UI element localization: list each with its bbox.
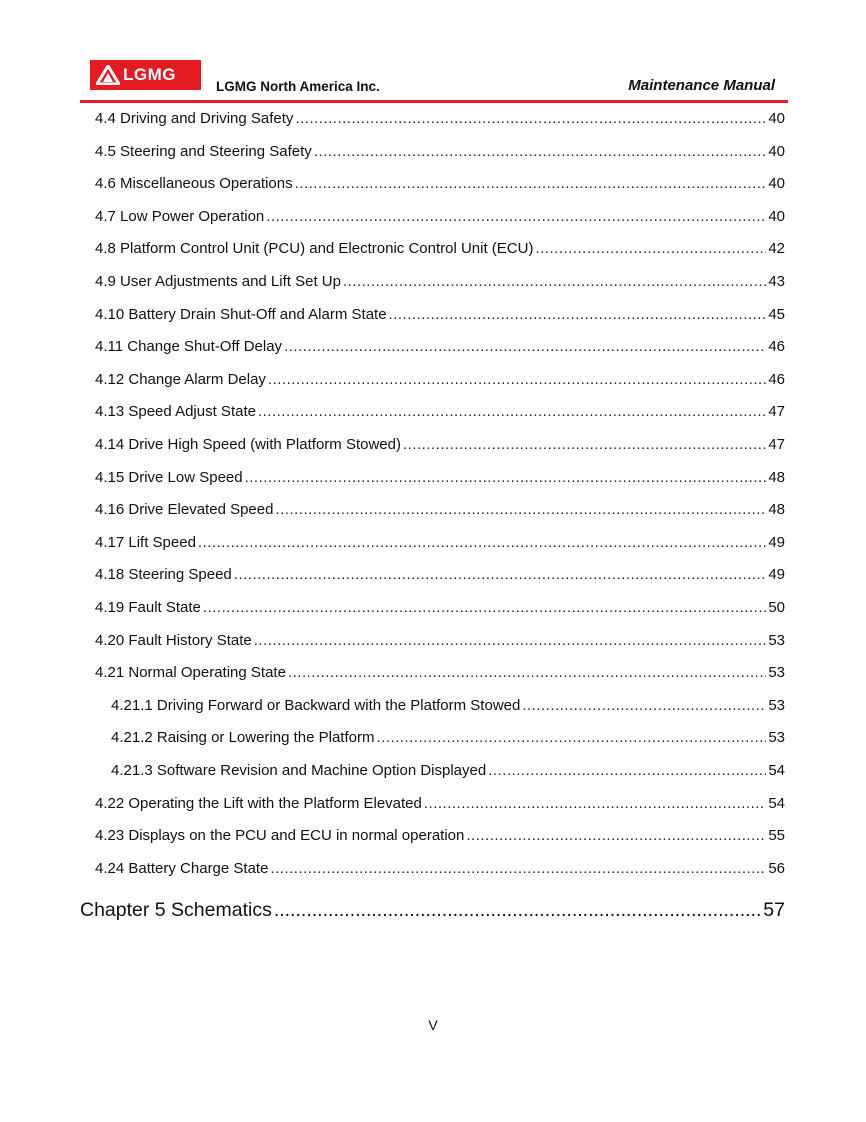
toc-entry-title: 4.10 Battery Drain Shut-Off and Alarm State xyxy=(95,305,387,323)
toc-entry[interactable] xyxy=(95,631,785,651)
toc-entry[interactable] xyxy=(95,174,785,194)
dot-leader xyxy=(258,402,766,422)
toc-entry-page: 43 xyxy=(768,273,785,290)
toc-entry[interactable] xyxy=(95,500,785,520)
toc-entry-page: 48 xyxy=(768,468,785,486)
toc-entry-page: 40 xyxy=(768,110,785,127)
toc-entry-title: 4.14 Drive High Speed (with Platform Stowed) xyxy=(95,436,401,453)
toc-entry-title: 4.17 Lift Speed xyxy=(95,533,196,551)
dot-leader xyxy=(266,207,766,227)
dot-leader xyxy=(284,337,766,357)
toc-entry[interactable] xyxy=(95,468,785,488)
dot-leader xyxy=(343,272,766,292)
toc-entry[interactable] xyxy=(95,370,785,390)
toc-entry-page: 47 xyxy=(768,436,785,453)
toc-entry[interactable] xyxy=(95,402,785,422)
toc-entry-title: 4.21.2 Raising or Lowering the Platform xyxy=(111,729,375,747)
toc-entry-title: 4.11 Change Shut-Off Delay xyxy=(95,338,283,356)
dot-leader xyxy=(270,859,766,879)
dot-leader xyxy=(295,174,767,194)
toc-entry[interactable] xyxy=(95,663,785,683)
toc-entry-title: 4.5 Steering and Steering Safety xyxy=(95,142,312,160)
toc-entry-page: 53 xyxy=(768,631,785,649)
toc-entry-title: 4.22 Operating the Lift with the Platform Elevated xyxy=(95,794,422,812)
toc-entry-title: 4.21 Normal Operating State xyxy=(95,664,286,682)
dot-leader xyxy=(268,370,766,390)
toc-entry-title: 4.21.3 Software Revision and Machine Option Displayed xyxy=(111,762,487,779)
toc-entry-title: 4.19 Fault State xyxy=(95,599,201,616)
toc-entry-title: 4.16 Drive Elevated Speed xyxy=(95,501,274,519)
header-divider xyxy=(80,100,788,103)
dot-leader xyxy=(288,663,766,683)
dot-leader xyxy=(389,305,767,325)
toc-entry-page: 54 xyxy=(768,794,785,812)
toc-entry[interactable] xyxy=(95,337,785,357)
toc-entry-page: 49 xyxy=(768,533,785,551)
dot-leader xyxy=(274,897,761,923)
toc-entry[interactable] xyxy=(95,565,785,585)
triangle-logo-icon xyxy=(96,65,120,85)
dot-leader xyxy=(424,794,766,814)
toc-entry[interactable] xyxy=(111,761,785,781)
toc-entry-page: 48 xyxy=(768,501,785,519)
toc-entry[interactable] xyxy=(95,142,785,162)
toc-entry-page: 53 xyxy=(768,729,785,747)
lgmg-logo xyxy=(90,60,201,90)
dot-leader xyxy=(466,826,766,846)
dot-leader xyxy=(535,239,766,259)
logo-text: LGMG xyxy=(123,65,176,84)
toc-entry-title: 4.13 Speed Adjust State xyxy=(95,403,256,421)
toc-entry-page: 56 xyxy=(768,859,785,877)
toc-entry-title: 4.23 Displays on the PCU and ECU in normal operation xyxy=(95,827,465,845)
dot-leader xyxy=(488,761,766,781)
toc-entry-page: 54 xyxy=(768,762,785,779)
toc-entry-title: 4.4 Driving and Driving Safety xyxy=(95,110,294,127)
toc-entry[interactable] xyxy=(95,207,785,227)
toc-entry-title: 4.6 Miscellaneous Operations xyxy=(95,175,293,193)
page-header xyxy=(0,0,866,110)
toc-entry-page: 49 xyxy=(768,566,785,584)
toc-entry-page: 50 xyxy=(768,599,785,616)
toc-entry-page: 40 xyxy=(768,207,785,225)
toc-entry-title: 4.8 Platform Control Unit (PCU) and Electronic Control Unit (ECU) xyxy=(95,240,534,258)
toc-entry-title: 4.12 Change Alarm Delay xyxy=(95,370,266,388)
toc-entry-title: 4.18 Steering Speed xyxy=(95,566,232,584)
dot-leader xyxy=(203,598,766,618)
toc-entry[interactable] xyxy=(95,435,785,455)
chapter-page: 57 xyxy=(763,899,785,921)
toc-entry-page: 40 xyxy=(768,175,785,193)
toc-entry-page: 55 xyxy=(768,827,785,845)
dot-leader xyxy=(198,533,766,553)
toc-entry-page: 46 xyxy=(768,338,785,356)
toc-entry[interactable] xyxy=(95,598,785,618)
toc-entry-page: 46 xyxy=(768,370,785,388)
toc-entry[interactable] xyxy=(111,696,785,716)
toc-entry-title: 4.24 Battery Charge State xyxy=(95,859,269,877)
company-name: LGMG North America Inc. xyxy=(216,79,380,94)
toc-entry[interactable] xyxy=(111,728,785,748)
toc-entry-title: 4.21.1 Driving Forward or Backward with the Platform Stowed xyxy=(111,696,521,714)
toc-entry-page: 53 xyxy=(768,696,785,714)
toc-entry-title: 4.15 Drive Low Speed xyxy=(95,468,243,486)
dot-leader xyxy=(376,728,766,748)
page-number: V xyxy=(428,1017,438,1033)
toc-entry-page: 40 xyxy=(768,142,785,160)
toc-entry-page: 47 xyxy=(768,403,785,421)
dot-leader xyxy=(295,109,766,129)
toc-entry-page: 53 xyxy=(768,664,785,682)
toc-entry-title: 4.20 Fault History State xyxy=(95,631,252,649)
dot-leader xyxy=(275,500,766,520)
toc-entry-title: 4.7 Low Power Operation xyxy=(95,207,265,225)
toc-entry-page: 42 xyxy=(768,240,785,258)
dot-leader xyxy=(245,468,767,488)
toc-entry[interactable] xyxy=(95,272,785,292)
toc-entry[interactable] xyxy=(95,533,785,553)
toc-chapter-entry[interactable] xyxy=(80,897,785,923)
dot-leader xyxy=(254,631,767,651)
manual-title: Maintenance Manual xyxy=(628,77,775,94)
dot-leader xyxy=(234,565,767,585)
toc-entry-title: 4.9 User Adjustments and Lift Set Up xyxy=(95,273,341,290)
toc-entry[interactable] xyxy=(95,826,785,846)
dot-leader xyxy=(314,142,767,162)
toc-entry-page: 45 xyxy=(768,305,785,323)
toc-entry[interactable] xyxy=(95,794,785,814)
dot-leader xyxy=(403,435,766,455)
toc-entry[interactable] xyxy=(95,859,785,879)
chapter-title: Chapter 5 Schematics xyxy=(80,899,272,921)
toc-entry[interactable] xyxy=(95,305,785,325)
toc-entry[interactable] xyxy=(95,239,785,259)
toc-entry[interactable] xyxy=(95,109,785,129)
dot-leader xyxy=(522,696,766,716)
